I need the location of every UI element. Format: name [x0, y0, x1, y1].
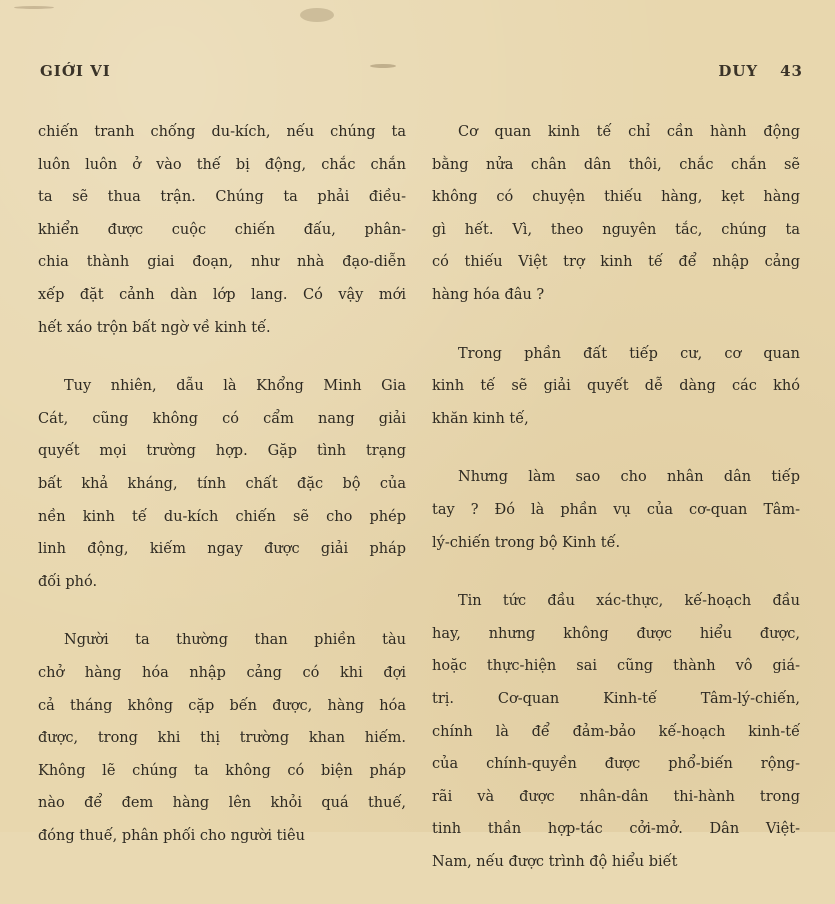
- text-line: Nhưng làm sao cho nhân dân tiếp: [458, 469, 800, 486]
- text-line: nền kinh tế du-kích chiến sẽ cho phép: [38, 508, 406, 525]
- paragraph: [38, 116, 406, 344]
- text-line: Cơ quan kinh tế chỉ cần hành động: [458, 124, 800, 140]
- text-line: nào để đem hàng lên khỏi quá thuế,: [38, 795, 406, 812]
- text-line: hay, nhưng không được hiểu được,: [432, 625, 800, 642]
- text-line: gì hết. Vì, theo nguyên tắc, chúng ta: [432, 221, 800, 238]
- text-line: trị. Cơ-quan Kinh-tế Tâm-lý-chiến,: [432, 690, 800, 707]
- text-line: Cát, cũng không có cẩm nang giải: [38, 410, 406, 427]
- text-line: tinh thần hợp-tác cởi-mở. Dân Việt-: [432, 821, 800, 838]
- right-text-column: [432, 116, 800, 904]
- page-number: 43: [780, 62, 803, 80]
- text-line: bằng nửa chân dân thôi, chắc chắn sẽ: [432, 156, 800, 173]
- text-line: được, trong khi thị trường khan hiếm.: [38, 730, 406, 747]
- text-line: xếp đặt cảnh dàn lớp lang. Có vậy mới: [38, 286, 406, 303]
- text-line: không có chuyện thiếu hàng, kẹt hàng: [432, 189, 800, 206]
- ink-smudge: [300, 8, 334, 22]
- text-line: hoặc thực-hiện sai cũng thành vô giá-: [432, 658, 800, 675]
- text-line: hàng hóa đâu ?: [432, 286, 545, 303]
- left-text-column: [38, 116, 406, 878]
- text-line: đối phó.: [38, 573, 98, 590]
- text-line: Tuy nhiên, dẫu là Khổng Minh Gia: [64, 378, 406, 395]
- text-line: luôn luôn ở vào thế bị động, chắc chắn: [38, 156, 406, 173]
- text-line: Người ta thường than phiền tàu: [64, 632, 406, 649]
- text-line: bất khả kháng, tính chất đặc bộ của: [38, 475, 406, 492]
- text-line: lý-chiến trong bộ Kinh tế.: [432, 534, 621, 551]
- text-line: Trong phần đất tiếp cư, cơ quan: [458, 345, 800, 362]
- text-line: khiển được cuộc chiến đấu, phân-: [38, 221, 406, 238]
- text-line: Nam, nếu được trình độ hiểu biết: [432, 853, 678, 870]
- text-line: cả tháng không cặp bến được, hàng hóa: [38, 697, 406, 714]
- text-line: chính là để đảm-bảo kế-hoạch kinh-tế: [432, 723, 800, 740]
- text-line: rãi và được nhân-dân thi-hành trong: [432, 788, 800, 805]
- text-line: của chính-quyền được phổ-biến rộng-: [432, 756, 800, 773]
- paragraph: [38, 624, 406, 852]
- ink-smudge: [370, 64, 396, 68]
- text-line: chở hàng hóa nhập cảng có khi đợi: [38, 664, 406, 681]
- paragraph: [432, 585, 800, 878]
- text-line: đóng thuế, phân phối cho người tiêu: [38, 827, 305, 844]
- paragraph: [432, 338, 800, 436]
- text-line: Tin tức đầu xác-thực, kế-hoạch đầu: [458, 593, 800, 610]
- text-line: quyết mọi trường hợp. Gặp tình trạng: [38, 443, 406, 460]
- text-line: Không lẽ chúng ta không có biện pháp: [38, 762, 406, 779]
- text-line: chia thành giai đoạn, như nhà đạo-diễn: [38, 254, 406, 271]
- text-line: tay ? Đó là phần vụ của cơ-quan Tâm-: [432, 501, 800, 518]
- running-header-title: DUY: [718, 62, 759, 80]
- paragraph: [38, 370, 406, 598]
- paragraph: [432, 116, 800, 312]
- running-header-right: [718, 62, 803, 80]
- running-header-left: GIỚI VI: [40, 62, 111, 80]
- text-line: ta sẽ thua trận. Chúng ta phải điều-: [38, 189, 406, 206]
- ink-smudge: [14, 6, 54, 9]
- text-line: hết xáo trộn bất ngờ về kinh tế.: [38, 319, 271, 336]
- text-line: có thiếu Việt trợ kinh tế để nhập cảng: [432, 254, 800, 271]
- text-line: linh động, kiếm ngay được giải pháp: [38, 541, 406, 558]
- text-line: kinh tế sẽ giải quyết dễ dàng các khó: [432, 378, 800, 395]
- paragraph: [432, 461, 800, 559]
- text-line: khăn kinh tế,: [432, 410, 529, 427]
- text-line: chiến tranh chống du-kích, nếu chúng ta: [38, 124, 406, 140]
